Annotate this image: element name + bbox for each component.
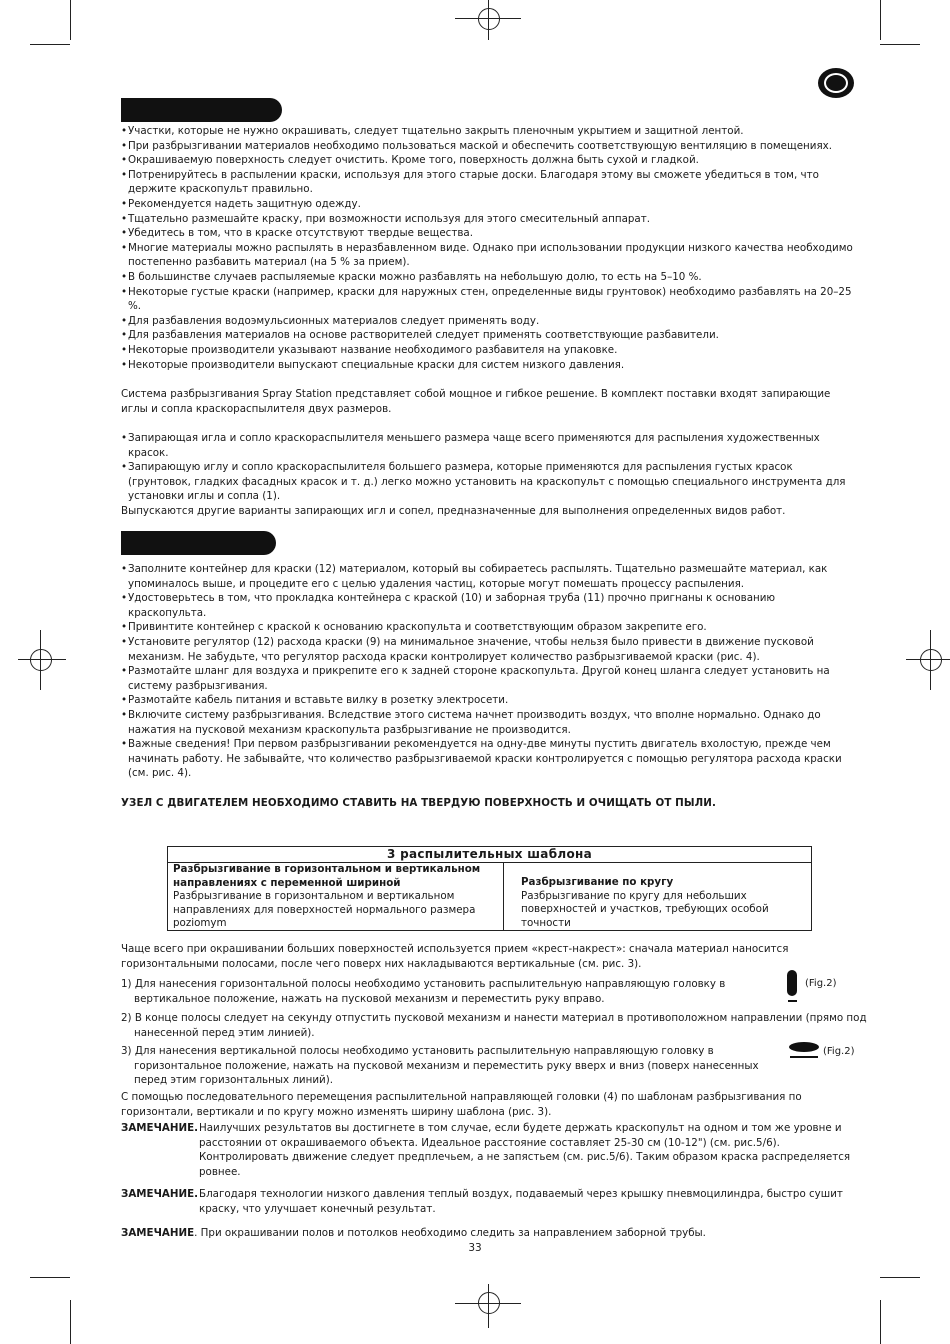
registration-mark-right bbox=[920, 649, 942, 671]
step-item: 2) В конце полосы следует на секунду отпустить пусковой механизм и нанести материал в противоположном направлении (прямо под нанесенной перед этим линией). bbox=[121, 1012, 867, 1039]
list-item: • Для разбавления материалов на основе растворителей следует применять соответствующие разбавители. bbox=[121, 328, 856, 343]
figure-reference: (Fig.2) bbox=[805, 978, 837, 989]
crop-mark bbox=[488, 1284, 489, 1328]
list-item: • Запирающая игла и сопло краскораспылителя меньшего размера чаще всего применяются для распыления художественных красок. bbox=[121, 431, 856, 460]
list-item: • Окрашиваемую поверхность следует очистить. Кроме того, поверхность должна быть сухой и гладкой. bbox=[121, 153, 856, 168]
list-item: • Запирающую иглу и сопло краскораспылителя большего размера, которые применяются для распыления густых красок (грунтовок, гладких фасадных красок и т. д.) легко можно установить на краскопульт с помощью специального инструмента для установки иглы и сопла (1). bbox=[121, 460, 856, 504]
crop-mark bbox=[30, 1277, 70, 1278]
list-item: • Важные сведения! При первом разбрызгивании рекомендуется на одну-две минуты пустить двигатель вхолостую, прежде чем начинать работу. Не забывайте, что количество разбрызгиваемой краски контролируется с помощью регулятора расхода краски (см. рис. 4). bbox=[121, 737, 856, 781]
step-item: 3) Для нанесения вертикальной полосы необходимо установить распылительную направляющую головку в горизонтальное положение, нажать на пусковой механизм и переместить руку вверх и вниз (поверх нанесенных перед этим горизонтальных линий). bbox=[121, 1045, 759, 1087]
preparation-list bbox=[121, 124, 856, 372]
crop-mark bbox=[488, 0, 489, 40]
warning-text: УЗЕЛ С ДВИГАТЕЛЕМ НЕОБХОДИМО СТАВИТЬ НА ТВЕРДУЮ ПОВЕРХНОСТЬ И ОЧИЩАТЬ ОТ ПЫЛИ. bbox=[121, 797, 717, 809]
page-number: 33 bbox=[468, 1242, 482, 1254]
horizontal-pattern-icon bbox=[789, 1042, 819, 1052]
list-item: • Заполните контейнер для краски (12) материалом, который вы собираетесь распылять. Тщательно размешайте материал, как упоминалось выше, и процедите его с целью удаления частиц, которые могут помешать процессу распыления. bbox=[121, 562, 856, 591]
list-item: • При разбрызгивании материалов необходимо пользоваться маской и обеспечить соответствующую вентиляцию в помещениях. bbox=[121, 139, 856, 154]
list-item: • Тщательно размешайте краску, при возможности используя для этого смесительный аппарат. bbox=[121, 212, 856, 227]
registration-mark-left bbox=[30, 649, 52, 671]
list-item: • Установите регулятор (12) расхода краски (9) на минимальное значение, чтобы нельзя было привести в движение пусковой механизм. Не забудьте, что регулятор расхода краски контролирует количество разбрызгиваемой краски (рис. 4). bbox=[121, 635, 856, 664]
horizontal-pattern-icon bbox=[790, 1056, 818, 1058]
crop-mark bbox=[930, 630, 931, 690]
note bbox=[121, 1187, 856, 1216]
list-item: • Участки, которые не нужно окрашивать, следует тщательно закрыть пленочным укрытием и защитной лентой. bbox=[121, 124, 856, 139]
note-label: ЗАМЕЧАНИЕ. bbox=[121, 1188, 199, 1200]
list-item: • Некоторые производители выпускают специальные краски для систем низкого давления. bbox=[121, 358, 856, 373]
pattern-cell-right bbox=[504, 863, 812, 931]
list-item: • Привинтите контейнер с краской к основанию краскопульта и соответствующим образом закрепите его. bbox=[121, 620, 856, 635]
note-label: ЗАМЕЧАНИЕ bbox=[121, 1227, 195, 1239]
language-badge bbox=[818, 68, 854, 98]
crop-mark bbox=[880, 0, 881, 40]
other-variants-paragraph: Выпускаются другие варианты запирающих игл и сопел, предназначенные для выполнения определенных видов работ. bbox=[121, 505, 786, 517]
vertical-pattern-icon bbox=[787, 970, 797, 996]
pattern-heading: Разбрызгивание в горизонтальном и вертикальном направлениях с переменной шириной bbox=[173, 863, 481, 889]
note-text: Наилучших результатов вы достигнете в том случае, если будете держать краскопульт на одном и том же уровне и расстоянии от окрашиваемого объекта. Идеальное расстояние составляет 25-30 см (10-12") (см. рис.5/6). Контролировать движение следует предплечьем, а не запястьем (см. рис.5/6). Таким образом краска распределяется ровнее. bbox=[199, 1122, 851, 1178]
note bbox=[121, 1121, 856, 1179]
list-item: • Многие материалы можно распылять в неразбавленном виде. Однако при использовании продукции низкого качества необходимо постепенно разбавить материал (на 5 % за прием). bbox=[121, 241, 856, 270]
spray-patterns-table bbox=[167, 846, 812, 931]
list-item: • Включите систему разбрызгивания. Вследствие этого система начнет производить воздух, что вполне нормально. Однако до нажатия на пусковой механизм краскопульта разбрызгивание не производится. bbox=[121, 708, 856, 737]
crop-mark bbox=[40, 630, 41, 690]
crop-mark bbox=[455, 1303, 521, 1304]
pattern-description: Разбрызгивание в горизонтальном и вертикальном направлениях для поверхностей нормального размера poziomym bbox=[173, 890, 476, 930]
list-item: • Некоторые густые краски (например, краски для наружных стен, определенные виды грунтовок) необходимо разбавлять на 20–25 %. bbox=[121, 285, 856, 314]
crop-mark bbox=[30, 44, 70, 45]
crop-mark bbox=[455, 18, 521, 19]
crop-mark bbox=[70, 0, 71, 40]
pattern-heading: Разбрызгивание по кругу bbox=[521, 876, 674, 889]
crop-mark bbox=[880, 1277, 920, 1278]
list-item: • Некоторые производители указывают название необходимого разбавителя на упаковке. bbox=[121, 343, 856, 358]
list-item: • Размотайте шланг для воздуха и прикрепите его к задней стороне краскопульта. Другой конец шланга следует установить на систему разбрызгивания. bbox=[121, 664, 856, 693]
section-heading-bar bbox=[121, 531, 276, 555]
crop-mark bbox=[880, 44, 920, 45]
vertical-pattern-icon bbox=[788, 1000, 797, 1002]
list-item: • Для разбавления водоэмульсионных материалов следует применять воду. bbox=[121, 314, 856, 329]
crisscross-paragraph: Чаще всего при окрашивании больших поверхностей используется прием «крест-накрест»: сначала материал наносится горизонтальными полосами, после чего поверх них накладываются вертикальные (см. рис. 3). bbox=[121, 943, 789, 970]
pattern-cell-left bbox=[168, 863, 504, 931]
table-title: 3 распылительных шаблона bbox=[168, 847, 812, 863]
list-item: • Убедитесь в том, что в краске отсутствуют твердые вещества. bbox=[121, 226, 856, 241]
note-text: Благодаря технологии низкого давления теплый воздух, подаваемый через крышку пневмоцилиндра, быстро сушит краску, что улучшает конечный результат. bbox=[199, 1188, 843, 1215]
registration-mark-top bbox=[478, 8, 500, 30]
note-label: ЗАМЕЧАНИЕ. bbox=[121, 1122, 199, 1134]
section-heading-bar bbox=[121, 98, 282, 122]
step-item: 1) Для нанесения горизонтальной полосы необходимо установить распылительную направляющую головку в вертикальное положение, нажать на пусковой механизм и переместить руку вправо. bbox=[121, 978, 726, 1005]
pattern-description: Разбрызгивание по кругу для небольших поверхностей и участков, требующих особой точности bbox=[521, 889, 769, 929]
figure-reference: (Fig.2) bbox=[823, 1046, 855, 1057]
crop-mark bbox=[70, 1300, 71, 1344]
note bbox=[121, 1226, 856, 1241]
needle-list bbox=[121, 431, 856, 504]
crop-mark bbox=[18, 659, 66, 660]
list-item: • Рекомендуется надеть защитную одежду. bbox=[121, 197, 856, 212]
list-item: • Потренируйтесь в распылении краски, используя для этого старые доски. Благодаря этому вы сможете убедиться в том, что держите краскопульт правильно. bbox=[121, 168, 856, 197]
list-item: • Удостоверьтесь в том, что прокладка контейнера с краской (10) и заборная труба (11) прочно пригнаны к основанию краскопульта. bbox=[121, 591, 856, 620]
list-item: • В большинстве случаев распыляемые краски можно разбавлять на небольшую долю, то есть на 5–10 %. bbox=[121, 270, 856, 285]
note-text: . При окрашивании полов и потолков необходимо следить за направлением заборной трубы. bbox=[194, 1227, 706, 1239]
crop-mark bbox=[880, 1300, 881, 1344]
width-paragraph: С помощью последовательного перемещения распылительной направляющей головки (4) по шаблонам разбрызгивания по горизонтали, вертикали и по кругу можно изменять ширину шаблона (рис. 3). bbox=[121, 1091, 802, 1118]
spray-system-paragraph: Система разбрызгивания Spray Station представляет собой мощное и гибкое решение. В комплект поставки входят запирающие иглы и сопла краскораспылителя двух размеров. bbox=[121, 388, 831, 415]
operation-list bbox=[121, 562, 856, 781]
crop-mark bbox=[906, 659, 950, 660]
list-item: • Размотайте кабель питания и вставьте вилку в розетку электросети. bbox=[121, 693, 856, 708]
